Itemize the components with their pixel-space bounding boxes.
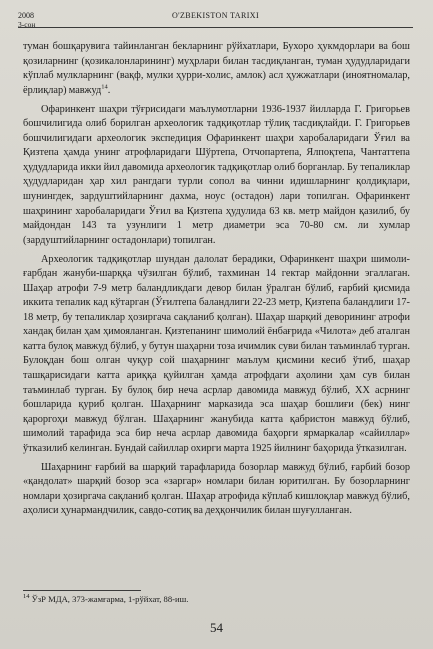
footnote-number: 14	[23, 593, 30, 601]
footnote	[23, 594, 410, 605]
running-header	[18, 11, 413, 28]
header-year: 2008	[18, 11, 34, 20]
footnote-divider	[23, 590, 141, 591]
paragraph-text: туман бошқарувига тайинланган бекларнинг рўйхатлари, Бухоро ҳукмдорлари ва бош қозиларнинг (қозикалонларининг) муҳрлари билан тасдиқланган, туман ҳудудларидаги кўплаб мулкларнинг (вақф, мулки ҳурри-холис, амлок) асл ҳужжатлари (иноятномалар, ёрлиқлар) мавжуд	[23, 41, 410, 96]
article-body	[23, 40, 410, 519]
paragraph-1	[23, 40, 410, 98]
footnote-text: ЎзР МДА, 373-жамғарма, 1-рўйхат, 88-иш.	[31, 594, 189, 604]
paragraph-text: Шаҳарнинг ғарбий ва шарқий тарафларида бозорлар мавжуд бўлиб, ғарбий бозор «қандолат» шарқий бозор эса «заргар» номлари билан юритилган. Бу бозорларнинг номлари ҳозиргача сақланиб қолган. Шаҳар атрофида кўплаб кишлоқлар мавжуд бўлиб, аҳолиси ҳунармандчилик, савдо-сотиқ ва деҳқончилик билан шуғулланган.	[23, 461, 410, 517]
paragraph-text: Археологик тадқиқотлар шундан далолат берадики, Офаринкент шаҳри шимоли-ғарбдан жануби-шарққа чўзилган бўлиб, тахминан 14 гектар майдонни эгаллаган. Шаҳар атрофи 7-9 метр баландликдаги девор билан ўралган бўлиб, ғарбий қисмида иккита тепалик кад кўтарган (Ўғилтепа баландлиги 22-23 метр, Қизтепа баландлиги 17-18 метр, бу тепаликлар ҳозиргача сақланиб қолган). Шаҳар шарқий деворининг атрофи хандақ билан ҳам ҳимояланган. Қизтепанинг шимолий ёнбағрида «Чилота» деб аталган катта булоқ мавжуд бўлиб, у бутун шаҳарни тоза ичимлик суви билан таъминлаб турган. Булоқдан бош олган чуқур сой шаҳарнинг маълум қисмини кесиб ўтиб, шаҳар ташқарисидаги катта ариққа қуйилган ҳамда атрофдаги аҳолини ҳам сув билан таъминлаб турган. Бу булоқ бир неча асрлар давомида мавжуд бўлиб, XX асрнинг бошларида қуриб қолган. Шаҳарнинг марказида эса шаҳар бошлиғи (бек) нинг қароргоҳи мавжуд бўлган. Шаҳарнинг жанубида катта қабристон мавжуд бўлиб, шимолий тарафида эса бир неча асрлар давомида баҳорги ярмаркалар «сайиллар» ўтказилиб келинган. Бундай сайиллар охирги марта 1925 йилнинг баҳорида ўтказилган.	[23, 253, 410, 454]
page-number: 54	[210, 620, 223, 635]
header-issue: 3-сон	[18, 20, 36, 29]
paragraph-text: Офаринкент шаҳри тўғрисидаги маълумотларни 1936-1937 йилларда Г. Григорьев бошчилигида олиб борилган археологик тадқиқотлар тўлиқ тасдиқлайди. Г. Григорьев бошчилигидаги археологик экспедиция Офаринкент шаҳри харобаларидаги Ўғил ва Қизтепа ҳамда унинг атрофларидаги Шўртепа, Отчопартепа, Ялпоқтепа, Чантаттепа ҳудудларида икки йил давомида археологик тадқиқотлар олиб борганлар. Бу тепаликлар ҳудудларидан ҳар хил рангдаги турли сопол ва чинни идишларнинг қолдиқлари, шунингдек, зардуштийларнинг дахма, ноус (остадон) лари топилган. Офаринкент шаҳрининг харобаларидаги Ўғил ва Қизтепа ҳудулида 63 кв. метр майдон қазилиб, бу майдондан 143 та узунлиги 1 метр диаметри эса 70-80 см. ли хумлар (зардуштийларнинг остадонлари) топилган.	[23, 103, 410, 246]
paragraph-2	[23, 103, 410, 248]
paragraph-3	[23, 253, 410, 457]
header-journal-title: O'ZBEKISTON TARIXI	[171, 11, 260, 20]
paragraph-tail: .	[107, 84, 111, 96]
paragraph-4	[23, 461, 410, 519]
footnote-reference[interactable]: 14	[101, 83, 108, 91]
